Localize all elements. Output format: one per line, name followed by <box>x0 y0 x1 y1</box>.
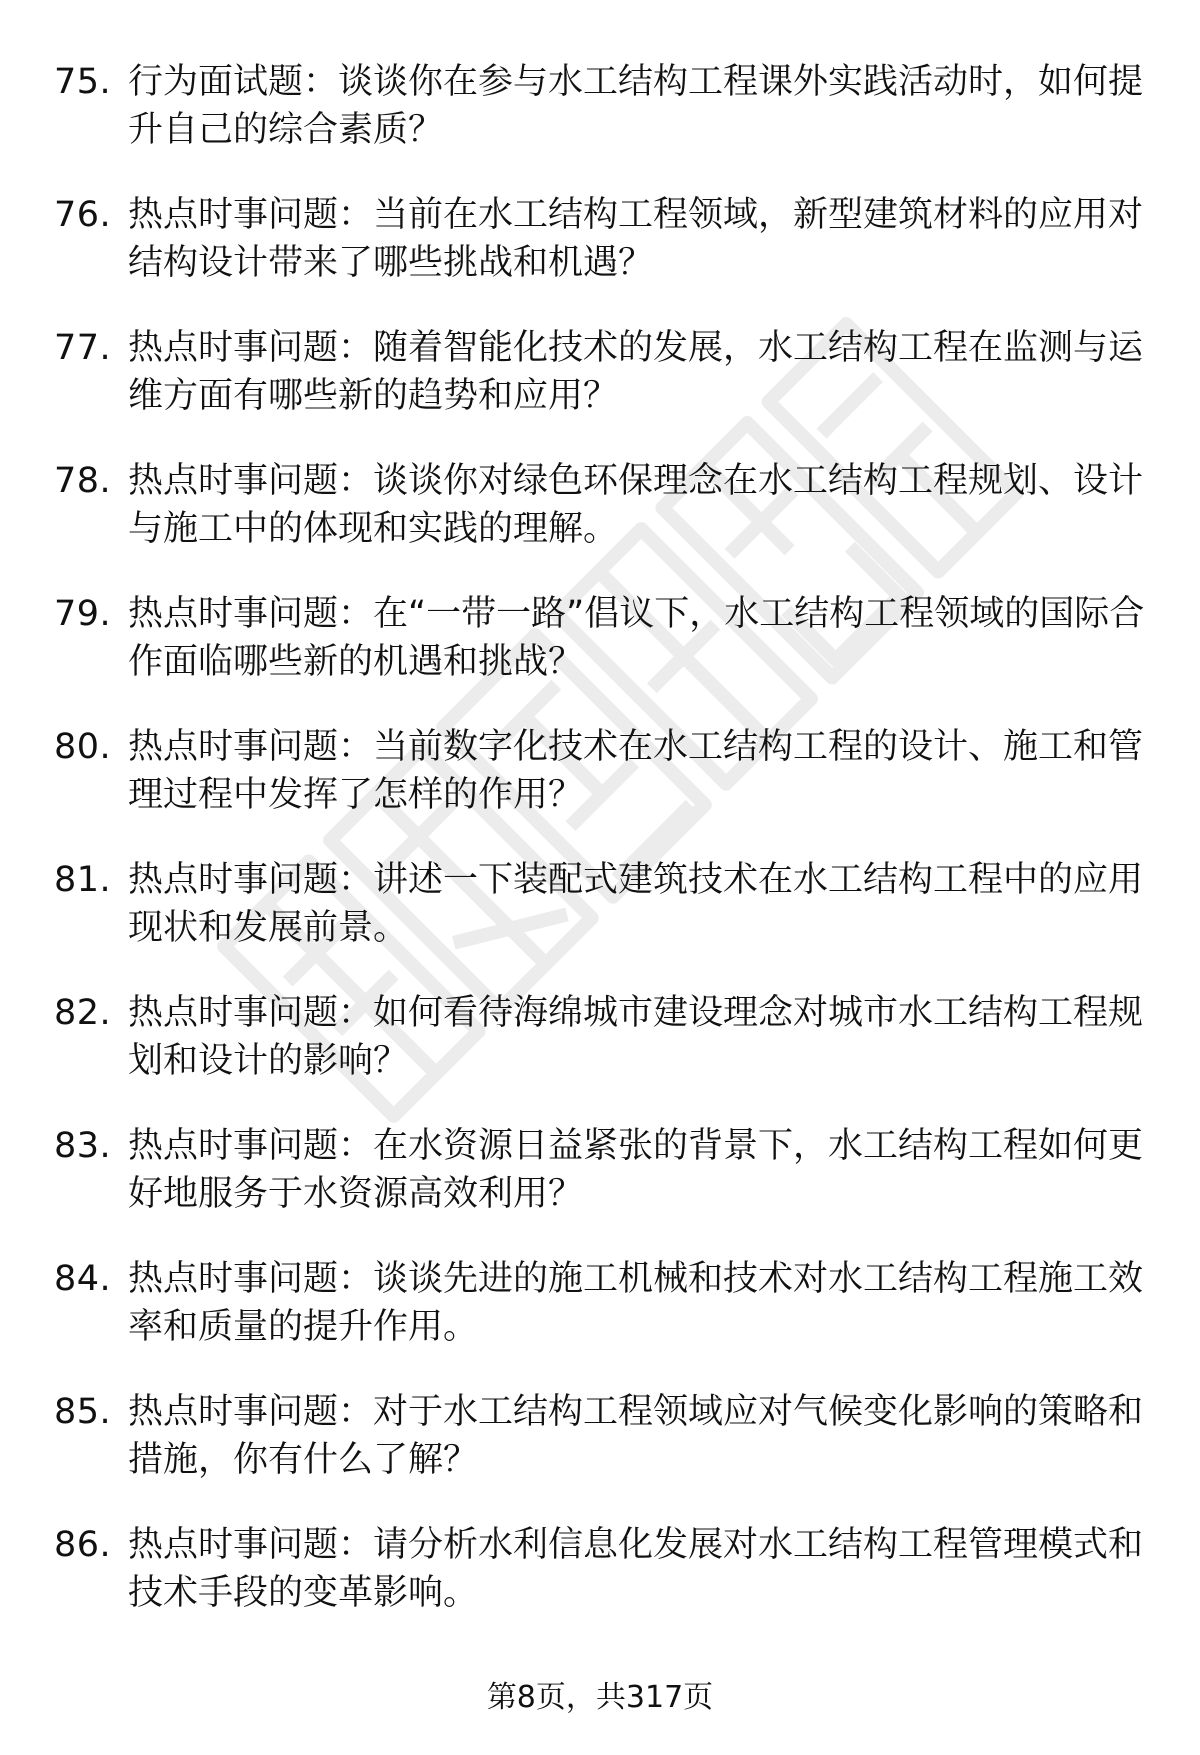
question-text: 热点时事问题：在“一带一路”倡议下，水工结构工程领域的国际合作面临哪些新的机遇和挑战？ <box>128 594 1145 682</box>
list-item <box>54 191 1154 324</box>
question-text: 热点时事问题：在水资源日益紧张的背景下，水工结构工程如何更好地服务于水资源高效利用？ <box>128 1126 1144 1214</box>
question-text: 热点时事问题：谈谈你对绿色环保理念在水工结构工程规划、设计与施工中的体现和实践的理解。 <box>128 461 1144 549</box>
list-item <box>54 590 1154 723</box>
question-number: 76. <box>54 195 112 235</box>
question-number: 80. <box>54 727 112 767</box>
list-item <box>54 1521 1154 1654</box>
question-number: 77. <box>54 328 112 368</box>
question-text: 热点时事问题：讲述一下装配式建筑技术在水工结构工程中的应用现状和发展前景。 <box>128 860 1144 948</box>
question-number: 81. <box>54 860 112 900</box>
question-text: 热点时事问题：谈谈先进的施工机械和技术对水工结构工程施工效率和质量的提升作用。 <box>128 1259 1144 1347</box>
list-item <box>54 58 1154 191</box>
list-item <box>54 1122 1154 1255</box>
question-number: 83. <box>54 1126 112 1166</box>
question-text: 热点时事问题：当前数字化技术在水工结构工程的设计、施工和管理过程中发挥了怎样的作用？ <box>128 727 1144 815</box>
question-number: 75. <box>54 62 112 102</box>
list-item <box>54 1255 1154 1388</box>
list-item <box>54 989 1154 1122</box>
list-item <box>54 856 1154 989</box>
list-item <box>54 723 1154 856</box>
question-text: 热点时事问题：如何看待海绵城市建设理念对城市水工结构工程规划和设计的影响？ <box>128 993 1144 1081</box>
list-item <box>54 457 1154 590</box>
list-item <box>54 1388 1154 1521</box>
question-number: 85. <box>54 1392 112 1432</box>
question-text: 热点时事问题：对于水工结构工程领域应对气候变化影响的策略和措施，你有什么了解？ <box>128 1392 1144 1480</box>
question-text: 热点时事问题：随着智能化技术的发展，水工结构工程在监测与运维方面有哪些新的趋势和应用？ <box>128 328 1144 416</box>
question-text: 热点时事问题：请分析水利信息化发展对水工结构工程管理模式和技术手段的变革影响。 <box>128 1525 1144 1613</box>
question-number: 84. <box>54 1259 112 1299</box>
page-footer: 第8页，共317页 <box>486 1680 714 1715</box>
question-number: 82. <box>54 993 112 1033</box>
question-text: 行为面试题：谈谈你在参与水工结构工程课外实践活动时，如何提升自己的综合素质？ <box>128 62 1144 150</box>
question-number: 86. <box>54 1525 112 1565</box>
question-number: 79. <box>54 594 112 634</box>
list-item <box>54 324 1154 457</box>
question-text: 热点时事问题：当前在水工结构工程领域，新型建筑材料的应用对结构设计带来了哪些挑战和机遇？ <box>128 195 1144 283</box>
question-number: 78. <box>54 461 112 501</box>
question-list <box>54 58 1154 1654</box>
